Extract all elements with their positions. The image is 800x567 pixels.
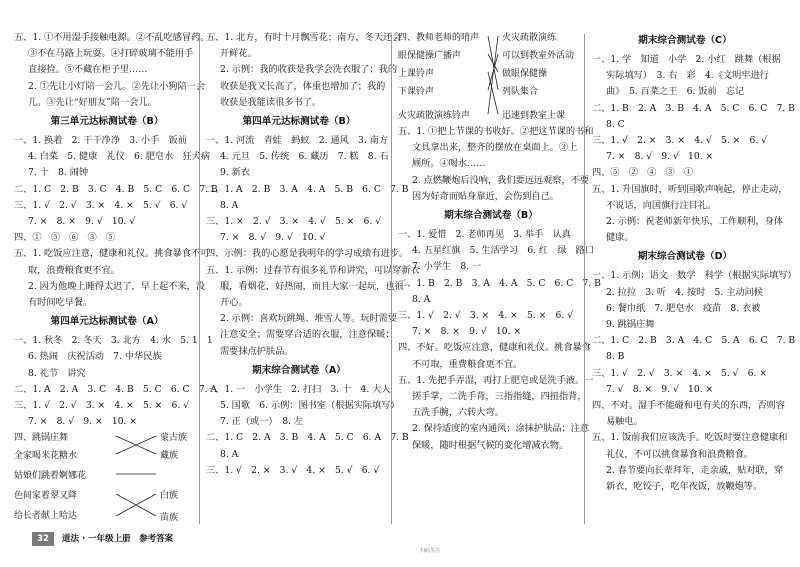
matching-item: 上课铃声 [398,69,435,79]
matching-item: 给长者献上哈达 [14,511,78,522]
answer-line: 服，看烟花，好热闹，而且大家一起玩，也很 [220,280,404,292]
answer-line: 7. 小学生 8. 一 [412,261,482,273]
matching-item: 做眼保健操 [502,69,548,79]
column-divider [391,34,392,524]
answer-line: 8. A [220,199,239,211]
answer-line: 四、⑤ ② ④ ③ ① [592,167,694,179]
answer-line: ③不在马路上玩耍。④打碎玻璃不能用手 [28,48,194,60]
answer-line: 三、1. √ 2. √ 3. × 4. × 5. × 6. √ [398,310,574,322]
answer-line: 2. ①先让小灯陪一会儿。②先让小狗陪一会 [28,80,206,92]
answer-line: 5. 国歌 6. 示例：图书室（根据实际填写） [220,400,400,412]
answer-line: 需要抹点护肤品。 [220,345,294,357]
answer-line: 四、不好。吃饭应注意，健康和礼仪。挑食暴食 [398,342,591,354]
answer-line: 4. 五星红旗 5. 生活学习 6. 红 绿 路口 [412,245,595,257]
column-divider [199,34,200,524]
answer-line: 9. 跳锅庄舞 [606,319,655,331]
answer-line: 直接捡。⑤不藏在柜子里…… [28,64,148,76]
answer-line: 五、1. 先把手弄湿，再打上肥皂或是洗手液。一 [398,374,594,386]
section-heading: 期末综合测试卷（B） [444,210,538,222]
answer-line: 一、1. 换着 2. 干干净净 3. 小手 饭前 [14,135,187,147]
answer-line: 五、1. 升国旗时，听到国歌声响起，停止走动， [592,183,788,195]
answer-line: 2. 保持适度的室内通风；涂抹护肤品；注意 [412,423,590,435]
answer-line: 6. 热闹 庆祝活动 7. 中华民族 [28,351,162,363]
answer-line: 8. 礼节 讲究 [28,367,86,379]
answer-line: 二、1. B 2. A 3. B 4. A 5. C 6. C 7. B [592,102,795,114]
answer-line: 二、1. C 2. B 3. C 4. B 5. C 6. C 7. B [14,183,218,195]
answer-line: 一、1. 学 知道 小学 2. 小红 跳舞（根据 [592,54,781,65]
answer-line: 2. 点燃鞭炮后没响，我们要远远观察，不要 [412,174,590,186]
answer-line: 取，浪费粮食更不宜。 [28,264,120,276]
answer-line: 一、1. 示例：语文 数学 科学（根据实际填写） [592,270,797,282]
answer-line: 7. × 8. × 9. √ 10. √ [28,216,136,228]
answer-line: 四、① ⑤ ⑥ ③ ⑤ [14,232,116,244]
answer-line: 新衣，吃饺子，吃年夜饭，放鞭炮等。 [606,481,763,493]
answer-line: 7. × 8. √ 9. √ 10. × [606,151,714,163]
column-divider [584,34,585,524]
answer-line: 8. A [412,293,431,305]
answer-line: 8. A [220,448,239,460]
answer-line: 实际填写） 3. 右 彩 4.《文明牢进行 [606,70,769,82]
matching-item: 四、教师老师的哨声 [398,33,480,43]
matching-item: 四、跳锅庄舞 [14,433,69,444]
answer-line: 五、1. ①把上节课的书收好。②把这节课的书和 [398,126,594,137]
section-heading: 期末综合测试卷（D） [637,251,733,263]
matching-item: 列队集合 [502,87,539,97]
answer-line: 2. 拉拉 3. 听 4. 按时 5. 主动问候 [606,286,763,298]
answer-line: 收获是我又长高了，体重也增加了；我的 [220,80,386,92]
matching-item: 藏族 [160,451,179,462]
footer-title: 道法 · 一年级上册 参考答案 [62,534,174,544]
answer-line: 8. B [606,351,625,363]
section-heading: 第四单元达标测试卷（A） [50,316,164,328]
matching-item: 白族 [160,491,179,502]
answer-line: 7. × 8. √ 9. × 10. × [28,416,138,428]
answer-line: 2. 示例：喜欢玩跳绳、堆雪人等。玩时需要 [220,313,398,325]
answer-line: 三、1. √ 2. √ 3. × 4. × 5. √ 6. √ [14,199,188,211]
matching-item: 蒙古族 [160,433,188,444]
answer-line: 四、不对。湿手不能碰和电有关的东西，否则容 [592,400,785,412]
answer-line: 曲》 5. 百菜之王 6. 饭前 忘记 [606,86,745,98]
answer-line: 注意安全；需要穿合适的衣服，注意保暖； [220,329,395,341]
section-heading: 期末综合测试卷（C） [638,35,732,46]
answer-line: 五洗手腕，六转大弯。 [412,407,504,419]
answer-line: 4. 元旦 5. 传统 6. 藏历 7. 糕 8. 石 [220,151,389,163]
matching-exercise [398,30,584,124]
answer-line: 四、示例：我的心愿是我明年的学习成绩有进步。 [206,248,409,260]
qr-stamp-text: 扫码关注 [420,548,441,554]
answer-line: 一、1. 秋冬 2. 冬天 3. 北方 4. 水 5. 1 1 [14,335,213,347]
answer-line: 一、1. 一 小学生 2. 打扫 3. 十 4. 大人 [206,383,391,395]
answer-line: 开鲜花。 [220,48,257,60]
answer-line: 易触电。 [606,416,643,428]
answer-line: 三、1. × 2. √ 3. × 4. √ 5. × 6. √ [206,216,382,228]
answer-line: 五、1. 饭前我们应该洗手。吃饭时要注意健康和 [592,432,788,444]
answer-line: 五、1. 示例：过春节有很多礼节和讲究，可以穿新衣 [206,264,420,276]
answer-line: 三、1. √ 2. √ 3. × 4. × 5. × 6. √ [14,400,190,412]
answer-line: 2. 示例：祝老师新年快乐，工作顺利，身体 [606,216,784,228]
matching-exercise [14,430,200,524]
answer-line: 厕所。④喝水…… [412,158,486,170]
answer-line: 一、1. 河流 青蛙 蚂蚁 2. 通风 3. 南方 [206,135,389,147]
answer-line: 三、1. √ 2. × 3. √ 4. × 5. √ 6. √ [206,464,380,476]
answer-line: 二、1. C 2. A 3. B 4. A 5. C 6. A 7. B [206,432,409,444]
answer-line: 二、1. A 2. B 3. A 4. A 5. B 6. C 7. B [206,183,409,195]
answer-line: 9. 新衣 [220,167,251,179]
answer-line: 7. 正（或一） 8. 左 [220,416,304,428]
matching-item: 火灾疏散演练铃声 [398,111,471,121]
answer-line: 开心。 [220,297,248,309]
answer-line: 三、1. √ 2. × 3. × 4. √ 5. × 6. √ [592,135,768,147]
answer-line: 不可取，重费粮食更不宜。 [412,358,523,370]
matching-lines [14,430,200,524]
answer-line: 保暖，随时根据气候的变化增减衣物。 [412,439,569,451]
answer-column-3 [398,30,601,454]
page-number: 32 [32,532,54,546]
answer-line: 2. 因为他晚上睡得太迟了，早上起不来，没 [28,280,206,292]
matching-lines [398,30,584,124]
answer-line: 五、1. 北方，有时十月飘雪花；南方，冬天还会 [206,32,402,43]
answer-line: 因为好奇而贴身靠近，会伤到自己。 [412,190,559,202]
section-heading: 期末综合测试卷（A） [252,364,346,376]
matching-item: 火灾疏散演练 [502,33,557,43]
answer-line: 8. C [606,118,625,130]
answer-column-1 [14,30,218,524]
matching-item: 下课铃声 [398,87,435,97]
matching-item: 迅速到教室上课 [502,111,566,121]
answer-line: 文具拿出来，整齐的摆放在桌面上。③上 [412,142,578,154]
section-heading: 第三单元达标测试卷（B） [50,116,164,128]
matching-item: 眼保健操广播声 [398,51,462,61]
matching-item: 姑娘们跳着婀娜花 [14,471,87,482]
answer-line: 2. 春节要向长辈拜年，走亲戚，贴对联，穿 [606,464,784,476]
answer-line: 7. √ 8. × 9. √ 10. × [606,383,714,395]
answer-line: 五、1. ①不用湿手接触电源。②不乱吃感冒药。 [14,32,210,43]
answer-line: 4. 白菜 5. 健康 礼仪 6. 肥皂水 狂犬病 [28,151,211,163]
section-heading: 第四单元达标测试卷（B） [242,116,356,128]
answer-line: 三、1. √ 2. √ 3. × 4. × 5. √ 6. × [592,367,768,379]
answer-line: 6. 餐巾纸 7. 肥皂水 疫苗 8. 衣被 [606,302,761,314]
answer-line: 7. × 8. × 9. √ 10. × [412,326,522,338]
answer-line: 7. × 8. √ 9. √ 10. √ [220,232,326,244]
page-footer [18,532,278,548]
answer-line: 儿。③先让“好朋友”陪一会儿。 [28,96,157,108]
answer-line: 有时间吃早餐。 [28,297,93,309]
matching-item: 可以到教室外活动 [502,51,575,61]
matching-item: 全家喝米花糖水 [14,451,78,462]
answer-line: 礼仪，不可以挑食暴食和浪费粮食。 [606,448,753,460]
answer-line: 收获是我能读很多书了。 [220,96,322,108]
answer-line: 二、1. B 2. B 3. A 4. A 5. C 6. C 7. B [398,277,601,289]
answer-line: 五、1. 吃饭应注意，健康和礼仪。挑食暴食不可 [14,248,210,260]
answer-line: 2. 示例：我的收获是我学会洗衣服了；我的 [220,64,398,76]
answer-column-4 [592,30,797,495]
answer-line: 搓手掌，二洗手背，三指指缝，四扭指背， [412,391,587,403]
answer-line: 二、1. C 2. B 3. A 4. C 5. A 6. C 7. B [592,335,796,347]
matching-item: 苗族 [160,513,179,524]
answer-line: 不说话，向国旗行注目礼。 [606,199,717,211]
matching-item: 色间家着翠又降 [14,491,78,502]
answer-line: 二、1. A 2. A 3. C 4. B 5. C 6. C 7. A [14,383,218,395]
answer-line: 健康。 [606,232,634,244]
answer-line: 7. 十 8. 闹钟 [28,167,89,179]
answer-line: 一、1. 爱惜 2. 老师再见 3. 举手 认真 [398,229,571,241]
